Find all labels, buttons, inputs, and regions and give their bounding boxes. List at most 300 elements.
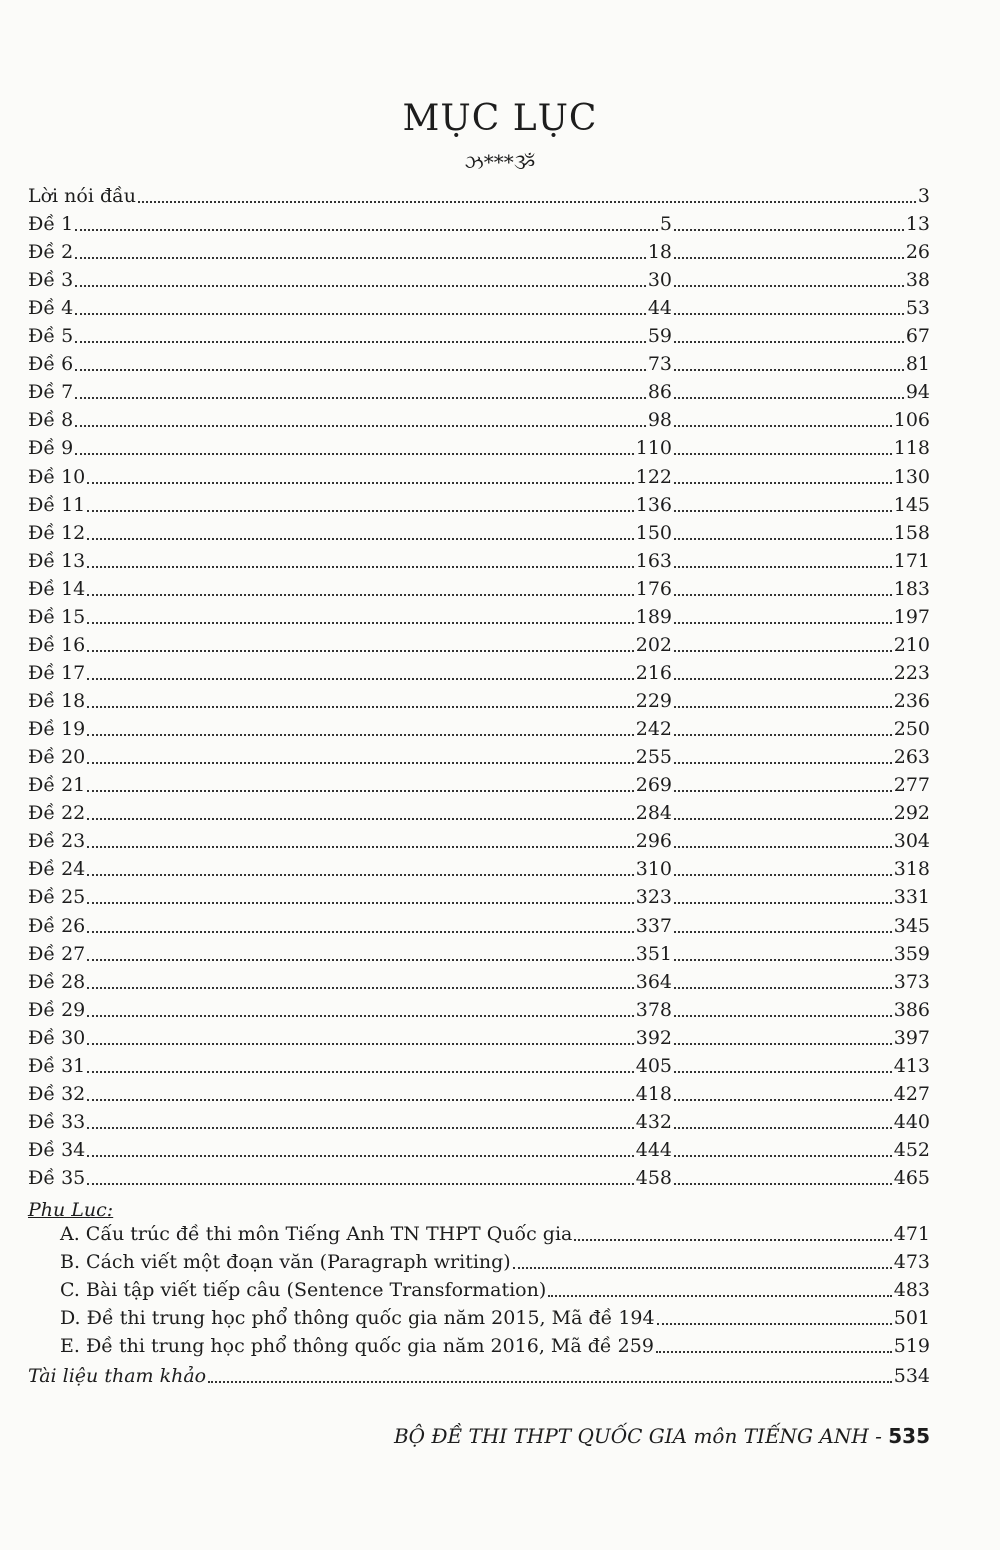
exam-entry [28, 1024, 930, 1052]
leader-dots [87, 1043, 633, 1045]
exam-end-page: 318 [893, 858, 930, 881]
exam-entry [28, 378, 930, 406]
leader-dots [674, 538, 892, 540]
exam-entry [28, 603, 930, 631]
exam-end-segment [672, 912, 930, 940]
exam-end-segment [672, 799, 930, 827]
leader-dots [674, 397, 904, 399]
exam-start-page: 163 [635, 549, 672, 572]
exam-end-page: 345 [893, 914, 930, 937]
exam-entry [28, 631, 930, 659]
exam-start-segment [28, 547, 672, 575]
leader-dots [674, 818, 892, 820]
exam-label: Đề 29 [28, 998, 86, 1021]
exam-end-segment [672, 1108, 930, 1136]
exam-end-page: 452 [893, 1138, 930, 1161]
exam-entry [28, 659, 930, 687]
leader-dots [674, 987, 892, 989]
exam-end-segment [672, 659, 930, 687]
exam-end-segment [672, 1080, 930, 1108]
exam-start-segment [28, 743, 672, 771]
leader-dots [674, 874, 892, 876]
toc-entry [60, 1304, 930, 1332]
exam-end-segment [672, 687, 930, 715]
leader-dots [674, 482, 892, 484]
exam-end-segment [672, 1164, 930, 1192]
entry-label: B. Cách viết một đoạn văn (Paragraph writing) [60, 1251, 511, 1273]
exam-start-page: 229 [635, 690, 672, 713]
leader-dots [87, 510, 633, 512]
leader-dots [87, 762, 633, 764]
exam-end-segment [672, 463, 930, 491]
entry-page: 473 [893, 1251, 930, 1273]
exam-start-page: 323 [635, 886, 672, 909]
exam-label: Đề 17 [28, 661, 86, 684]
exam-end-page: 427 [893, 1082, 930, 1105]
leader-dots [674, 650, 892, 652]
exam-entry [28, 996, 930, 1024]
exam-start-page: 269 [635, 774, 672, 797]
leader-dots [87, 959, 633, 961]
exam-end-page: 373 [893, 970, 930, 993]
exam-end-segment [672, 855, 930, 883]
exam-start-page: 255 [635, 746, 672, 769]
toc-entry [60, 1332, 930, 1360]
exam-end-segment [672, 547, 930, 575]
page-title: MỤC LỤC [402, 98, 598, 139]
exam-end-page: 223 [893, 661, 930, 684]
exam-end-segment [672, 1024, 930, 1052]
leader-dots [548, 1295, 891, 1297]
exam-entry [28, 968, 930, 996]
exam-start-page: 176 [635, 577, 672, 600]
entry-page: 483 [893, 1279, 930, 1301]
exam-start-segment [28, 940, 672, 968]
leader-dots [674, 1099, 892, 1101]
exam-label: Đề 35 [28, 1167, 86, 1190]
exam-label: Đề 15 [28, 605, 86, 628]
exam-start-page: 378 [635, 998, 672, 1021]
exam-label: Đề 32 [28, 1082, 86, 1105]
exam-start-page: 432 [635, 1110, 672, 1133]
exam-start-segment [28, 350, 672, 378]
exam-label: Đề 34 [28, 1138, 86, 1161]
exam-label: Đề 19 [28, 718, 86, 741]
exam-start-segment [28, 266, 672, 294]
exam-start-page: 202 [635, 633, 672, 656]
exam-entry [28, 771, 930, 799]
leader-dots [674, 678, 892, 680]
exam-entry [28, 827, 930, 855]
exam-start-segment [28, 659, 672, 687]
exam-start-page: 364 [635, 970, 672, 993]
exam-label: Đề 18 [28, 690, 86, 713]
exam-end-page: 465 [893, 1167, 930, 1190]
leader-dots [87, 931, 633, 933]
exam-end-segment [672, 631, 930, 659]
exam-end-page: 130 [893, 465, 930, 488]
exam-label: Đề 3 [28, 269, 74, 292]
exam-end-segment [672, 715, 930, 743]
exam-start-page: 44 [647, 297, 672, 320]
exam-end-page: 304 [893, 830, 930, 853]
exam-start-segment [28, 687, 672, 715]
leader-dots [87, 902, 633, 904]
exam-label: Đề 4 [28, 297, 74, 320]
exam-end-page: 413 [893, 1054, 930, 1077]
leader-dots [87, 622, 633, 624]
exam-start-page: 392 [635, 1026, 672, 1049]
exam-start-segment [28, 771, 672, 799]
exam-label: Đề 16 [28, 633, 86, 656]
exam-end-page: 331 [893, 886, 930, 909]
exam-end-page: 38 [905, 269, 930, 292]
exam-start-page: 351 [635, 942, 672, 965]
entry-label: Lời nói đầu [28, 185, 137, 207]
exam-end-page: 386 [893, 998, 930, 1021]
leader-dots [87, 566, 633, 568]
entry-label: D. Đề thi trung học phổ thông quốc gia năm 2015, Mã đề 194 [60, 1307, 655, 1329]
exam-start-segment [28, 210, 672, 238]
exam-start-segment [28, 799, 672, 827]
exam-end-page: 81 [905, 353, 930, 376]
exam-start-page: 86 [647, 381, 672, 404]
ornament: ઝ***ૐ [464, 150, 536, 174]
leader-dots [674, 1015, 892, 1017]
exam-label: Đề 8 [28, 409, 74, 432]
exam-start-segment [28, 603, 672, 631]
exam-end-page: 277 [893, 774, 930, 797]
exam-start-segment [28, 463, 672, 491]
exam-start-page: 98 [647, 409, 672, 432]
exam-start-segment [28, 631, 672, 659]
exam-label: Đề 25 [28, 886, 86, 909]
exam-entry [28, 799, 930, 827]
leader-dots [674, 1071, 892, 1073]
exam-start-page: 418 [635, 1082, 672, 1105]
leader-dots [75, 425, 646, 427]
exam-entry [28, 210, 930, 238]
exam-entry [28, 350, 930, 378]
exam-end-page: 210 [893, 633, 930, 656]
exam-entry [28, 687, 930, 715]
exam-end-page: 183 [893, 577, 930, 600]
exam-start-segment [28, 1080, 672, 1108]
leader-dots [657, 1323, 892, 1325]
exam-end-segment [672, 1136, 930, 1164]
exam-start-segment [28, 912, 672, 940]
exam-end-segment [672, 238, 930, 266]
exam-end-page: 118 [893, 437, 930, 460]
exam-entry [28, 434, 930, 462]
exam-start-segment [28, 434, 672, 462]
exam-end-page: 359 [893, 942, 930, 965]
exam-end-page: 197 [893, 605, 930, 628]
exam-entry [28, 266, 930, 294]
exam-start-page: 30 [647, 269, 672, 292]
leader-dots [87, 1071, 633, 1073]
running-footer [394, 1424, 930, 1448]
entry-page: 471 [893, 1223, 930, 1245]
leader-dots [87, 706, 633, 708]
exam-label: Đề 2 [28, 241, 74, 264]
exam-end-page: 106 [893, 409, 930, 432]
exam-label: Đề 14 [28, 577, 86, 600]
exam-start-page: 284 [635, 802, 672, 825]
exam-start-page: 337 [635, 914, 672, 937]
exam-entry [28, 322, 930, 350]
appendix-heading: Phu Luc: [28, 1199, 114, 1221]
exam-end-segment [672, 996, 930, 1024]
leader-dots [674, 285, 904, 287]
leader-dots [674, 902, 892, 904]
leader-dots [87, 818, 633, 820]
exam-start-page: 242 [635, 718, 672, 741]
leader-dots [87, 678, 633, 680]
exam-start-segment [28, 1052, 672, 1080]
exam-start-page: 405 [635, 1054, 672, 1077]
exam-label: Đề 24 [28, 858, 86, 881]
exam-entry [28, 855, 930, 883]
leader-dots [674, 846, 892, 848]
exam-start-segment [28, 883, 672, 911]
exam-start-page: 310 [635, 858, 672, 881]
entry-page: 501 [893, 1307, 930, 1329]
exam-label: Đề 5 [28, 325, 74, 348]
leader-dots [75, 257, 646, 259]
leader-dots [75, 229, 658, 231]
entry-page: 534 [893, 1365, 930, 1387]
leader-dots [674, 341, 904, 343]
exam-end-page: 397 [893, 1026, 930, 1049]
leader-dots [87, 1015, 633, 1017]
leader-dots [208, 1381, 892, 1383]
exam-start-segment [28, 996, 672, 1024]
exam-start-page: 458 [635, 1167, 672, 1190]
leader-dots [674, 425, 892, 427]
exam-entry [28, 547, 930, 575]
exam-end-page: 263 [893, 746, 930, 769]
exam-end-page: 26 [905, 241, 930, 264]
leader-dots [674, 1183, 892, 1185]
exam-end-segment [672, 603, 930, 631]
exam-end-segment [672, 968, 930, 996]
exam-label: Đề 9 [28, 437, 74, 460]
exam-label: Đề 22 [28, 802, 86, 825]
leader-dots [674, 790, 892, 792]
exam-end-segment [672, 743, 930, 771]
exam-start-segment [28, 827, 672, 855]
leader-dots [87, 1183, 633, 1185]
leader-dots [75, 341, 646, 343]
exam-start-page: 5 [659, 213, 672, 235]
leader-dots [87, 482, 633, 484]
exam-end-page: 440 [893, 1110, 930, 1133]
exam-end-segment [672, 350, 930, 378]
leader-dots [75, 313, 646, 315]
exam-start-page: 73 [647, 353, 672, 376]
exam-end-page: 53 [905, 297, 930, 320]
exam-end-segment [672, 266, 930, 294]
exam-entry [28, 1164, 930, 1192]
exam-entry [28, 743, 930, 771]
exam-entry [28, 1080, 930, 1108]
leader-dots [87, 650, 633, 652]
exam-end-page: 13 [905, 213, 930, 235]
exam-start-page: 18 [647, 241, 672, 264]
exam-start-segment [28, 294, 672, 322]
exam-start-segment [28, 406, 672, 434]
exam-label: Đề 13 [28, 549, 86, 572]
entry-page: 519 [893, 1335, 930, 1357]
exam-end-segment [672, 940, 930, 968]
entry-label: E. Đề thi trung học phổ thông quốc gia năm 2016, Mã đề 259 [60, 1335, 654, 1357]
exam-start-page: 189 [635, 605, 672, 628]
exam-start-segment [28, 855, 672, 883]
exam-label: Đề 26 [28, 914, 86, 937]
exam-label: Đề 7 [28, 381, 74, 404]
leader-dots [87, 874, 633, 876]
exam-start-segment [28, 322, 672, 350]
exam-end-segment [672, 519, 930, 547]
exam-end-page: 236 [893, 690, 930, 713]
leader-dots [674, 959, 892, 961]
exam-start-page: 150 [635, 521, 672, 544]
exam-end-segment [672, 434, 930, 462]
exam-end-segment [672, 883, 930, 911]
leader-dots [513, 1267, 892, 1269]
exam-end-segment [672, 378, 930, 406]
exam-start-segment [28, 378, 672, 406]
entry-label: Tài liệu tham khảo [28, 1365, 207, 1387]
leader-dots [674, 1155, 892, 1157]
leader-dots [674, 734, 892, 736]
exam-start-segment [28, 575, 672, 603]
leader-dots [75, 369, 646, 371]
exam-end-segment [672, 575, 930, 603]
entry-label: C. Bài tập viết tiếp câu (Sentence Transformation) [60, 1279, 547, 1301]
exam-start-segment [28, 968, 672, 996]
leader-dots [674, 369, 904, 371]
toc-entry [60, 1248, 930, 1276]
leader-dots [87, 538, 633, 540]
exam-entry [28, 912, 930, 940]
leader-dots [87, 1155, 633, 1157]
exam-entry [28, 406, 930, 434]
exam-entry [28, 1108, 930, 1136]
book-title: BỘ ĐỀ THI THPT QUỐC GIA môn TIẾNG ANH - [393, 1424, 882, 1448]
exam-end-page: 292 [893, 802, 930, 825]
leader-dots [674, 229, 904, 231]
leader-dots [656, 1351, 892, 1353]
exam-end-segment [672, 771, 930, 799]
exam-start-segment [28, 1024, 672, 1052]
leader-dots [674, 931, 892, 933]
leader-dots [87, 846, 633, 848]
exam-end-segment [672, 1052, 930, 1080]
exam-end-page: 67 [905, 325, 930, 348]
exam-label: Đề 10 [28, 465, 86, 488]
exam-label: Đề 1 [28, 213, 74, 235]
exam-entry [28, 491, 930, 519]
toc-entry [28, 1362, 930, 1390]
exam-end-segment [672, 491, 930, 519]
exam-label: Đề 20 [28, 746, 86, 769]
exam-start-segment [28, 715, 672, 743]
exam-start-segment [28, 519, 672, 547]
exam-end-segment [672, 406, 930, 434]
leader-dots [87, 987, 633, 989]
leader-dots [674, 594, 892, 596]
exam-start-page: 296 [635, 830, 672, 853]
leader-dots [674, 1043, 892, 1045]
leader-dots [674, 510, 892, 512]
exam-start-segment [28, 238, 672, 266]
exam-end-segment [672, 322, 930, 350]
exam-end-page: 171 [893, 549, 930, 572]
leader-dots [674, 706, 892, 708]
exam-end-page: 145 [893, 493, 930, 516]
exam-end-segment [672, 827, 930, 855]
exam-start-page: 136 [635, 493, 672, 516]
leader-dots [75, 397, 646, 399]
exam-start-segment [28, 491, 672, 519]
exam-label: Đề 23 [28, 830, 86, 853]
leader-dots [674, 566, 892, 568]
exam-start-page: 110 [635, 437, 672, 460]
leader-dots [75, 285, 646, 287]
exam-label: Đề 6 [28, 353, 74, 376]
exam-end-page: 250 [893, 718, 930, 741]
exam-end-page: 94 [905, 381, 930, 404]
entry-page: 3 [917, 185, 930, 207]
exam-entry [28, 463, 930, 491]
leader-dots [674, 1127, 892, 1129]
exam-label: Đề 21 [28, 774, 86, 797]
exam-end-segment [672, 294, 930, 322]
leader-dots [674, 257, 904, 259]
exam-label: Đề 31 [28, 1054, 86, 1077]
leader-dots [138, 201, 916, 203]
exam-label: Đề 11 [28, 493, 86, 516]
exam-entry [28, 715, 930, 743]
entry-label: A. Cấu trúc đề thi môn Tiếng Anh TN THPT Quốc gia [60, 1223, 573, 1245]
exam-start-segment [28, 1136, 672, 1164]
exam-label: Đề 30 [28, 1026, 86, 1049]
exam-start-page: 444 [635, 1138, 672, 1161]
exam-entry [28, 575, 930, 603]
leader-dots [87, 790, 633, 792]
exam-label: Đề 27 [28, 942, 86, 965]
exam-entry [28, 1052, 930, 1080]
exam-start-segment [28, 1164, 672, 1192]
exam-entry [28, 238, 930, 266]
exam-start-page: 122 [635, 465, 672, 488]
exam-label: Đề 33 [28, 1110, 86, 1133]
leader-dots [87, 1099, 633, 1101]
exam-entry [28, 519, 930, 547]
leader-dots [674, 453, 892, 455]
leader-dots [87, 594, 633, 596]
exam-start-page: 59 [647, 325, 672, 348]
exam-entry [28, 294, 930, 322]
exam-entry [28, 883, 930, 911]
toc-entry [28, 182, 930, 210]
exam-label: Đề 12 [28, 521, 86, 544]
exam-start-page: 216 [635, 661, 672, 684]
leader-dots [87, 1127, 633, 1129]
page-number: 535 [888, 1424, 930, 1448]
